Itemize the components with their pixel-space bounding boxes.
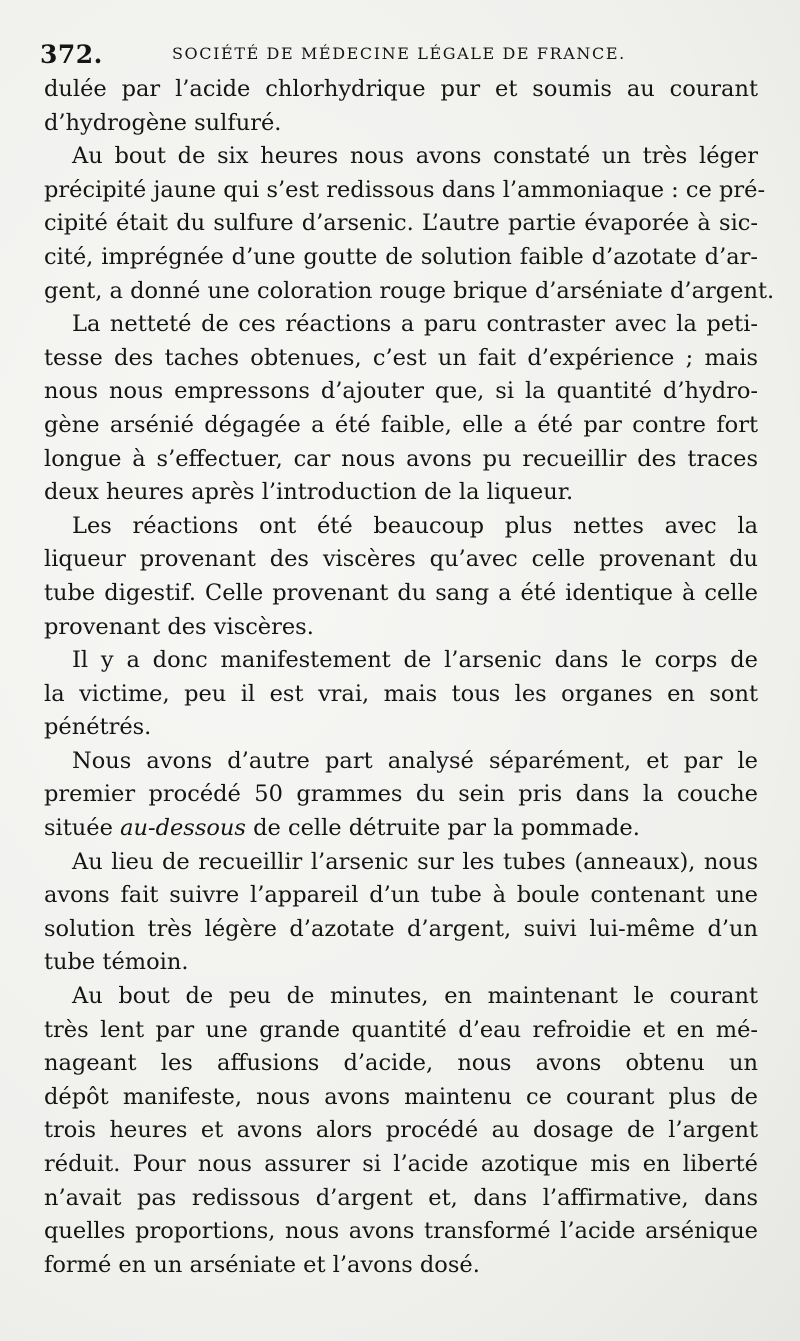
text-line: provenant des viscères.: [44, 613, 314, 640]
text-line: dulée par l’acide chlorhydrique pur et soumis au courant: [44, 76, 758, 102]
text-line: tube témoin.: [44, 949, 189, 976]
text-line: Au bout de peu de minutes, en maintenant le courant: [72, 983, 758, 1010]
text-line: Les réactions ont été beaucoup plus nettes avec la: [72, 512, 758, 539]
text-line: gent, a donné une coloration rouge brique d’arséniate d’argent.: [44, 277, 775, 304]
text-line: n’avait pas redissous d’argent et, dans l’affirmative, dans: [44, 1184, 758, 1211]
italic-phrase: au-dessous: [120, 815, 246, 842]
text-line: avons fait suivre l’appareil d’un tube à boule contenant une: [44, 882, 758, 909]
text-line: tesse des taches obtenues, c’est un fait d’expérience ; mais: [44, 344, 758, 371]
text-line: d’hydrogène sulfuré.: [44, 109, 282, 136]
text-line: réduit. Pour nous assurer si l’acide azotique mis en liberté: [44, 1151, 758, 1177]
text-line: La netteté de ces réactions a paru contraster avec la peti-: [72, 311, 758, 338]
text-line: Nous avons d’autre part analysé séparément, et par le: [72, 747, 758, 774]
text-line: longue à s’effectuer, car nous avons pu recueillir des traces: [44, 445, 758, 472]
text-line: la victime, peu il est vrai, mais tous les organes en sont: [44, 680, 758, 707]
text-line: située au-dessous de celle détruite par la pommade.: [44, 815, 640, 842]
page-header: [40, 36, 770, 76]
running-head: SOCIÉTÉ DE MÉDECINE LÉGALE DE FRANCE.: [172, 44, 626, 63]
text-line: Au lieu de recueillir l’arsenic sur les tubes (anneaux), nous: [72, 848, 758, 875]
text-line: cité, imprégnée d’une goutte de solution faible d’azotate d’ar-: [44, 243, 758, 270]
text-line: cipité était du sulfure d’arsenic. L’autre partie évaporée à sic-: [44, 210, 758, 237]
text-line: formé en un arséniate et l’avons dosé.: [44, 1251, 480, 1278]
text-line: précipité jaune qui s’est redissous dans l’ammoniaque : ce pré-: [44, 176, 766, 203]
body-text: [44, 73, 775, 1282]
text-line: pénétrés.: [44, 714, 152, 741]
text-line: très lent par une grande quantité d’eau refroidie et en mé-: [44, 1016, 758, 1043]
page-number: 372.: [40, 40, 103, 69]
text-line: tube digestif. Celle provenant du sang a été identique à celle: [44, 579, 758, 606]
text-line: quelles proportions, nous avons transformé l’acide arsénique: [44, 1218, 758, 1245]
text-line: Au bout de six heures nous avons constaté un très léger: [72, 143, 758, 170]
text-line: deux heures après l’introduction de la liqueur.: [44, 479, 574, 506]
text-line: liqueur provenant des viscères qu’avec celle provenant du: [44, 546, 758, 573]
text-line: gène arsénié dégagée a été faible, elle a été par contre fort: [44, 411, 758, 438]
text-line: solution très légère d’azotate d’argent, suivi lui-même d’un: [44, 915, 758, 942]
text-line: Il y a donc manifestement de l’arsenic dans le corps de: [72, 647, 758, 674]
text-line: premier procédé 50 grammes du sein pris dans la couche: [44, 781, 758, 808]
text-line: nageant les affusions d’acide, nous avons obtenu un: [44, 1050, 758, 1077]
text-line: nous nous empressons d’ajouter que, si la quantité d’hydro-: [44, 378, 758, 405]
text-line: dépôt manifeste, nous avons maintenu ce courant plus de: [44, 1083, 758, 1110]
text-line: trois heures et avons alors procédé au dosage de l’argent: [44, 1117, 758, 1144]
